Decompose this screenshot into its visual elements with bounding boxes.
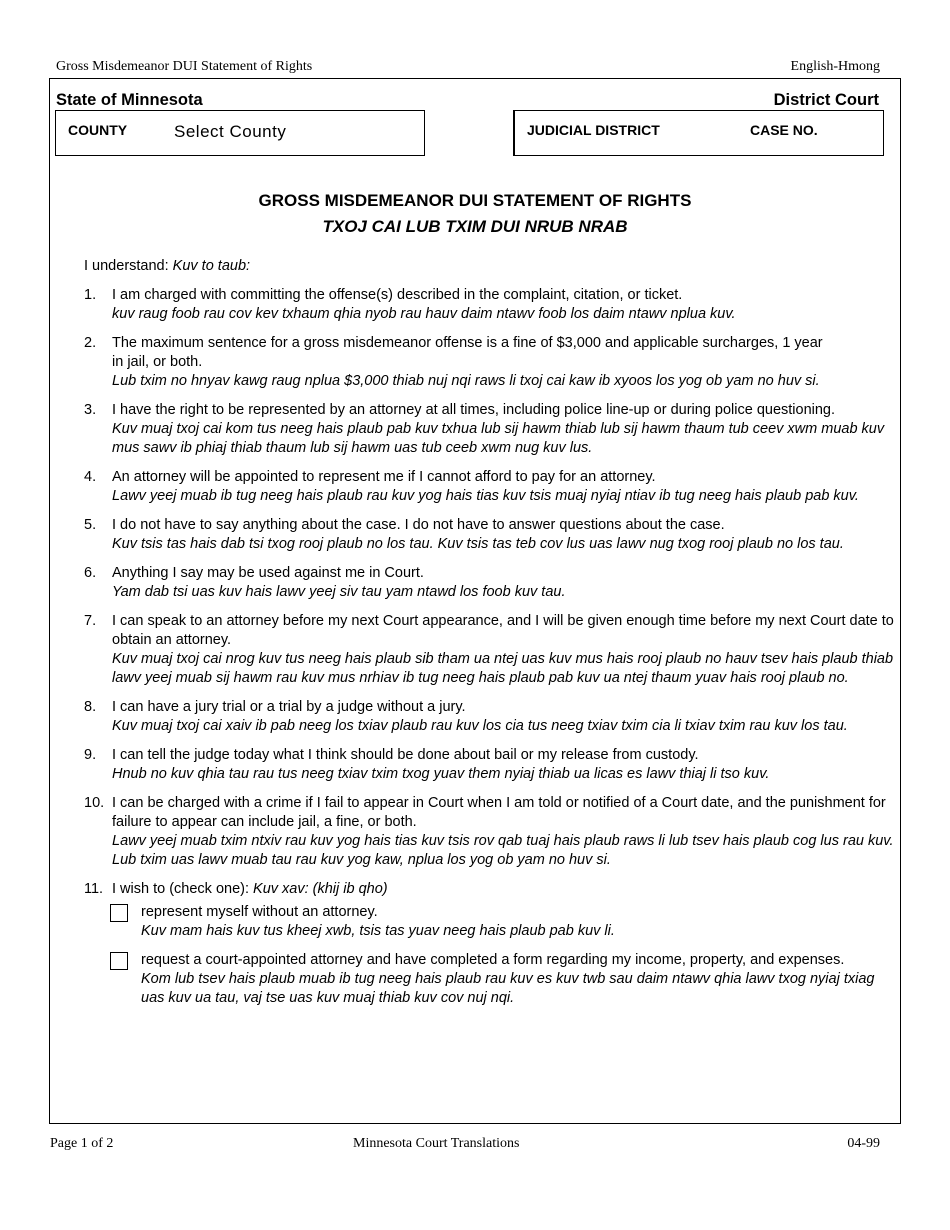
item-english: I can be charged with a crime if I fail to appear in Court when I am told or notified of a Court date, and the punishment for failure to appear can include jail, a fine, or both.	[112, 795, 886, 830]
item-english: I do not have to say anything about the case. I do not have to answer questions about the case.	[112, 517, 725, 533]
item-english: I wish to (check one):	[112, 881, 254, 897]
county-label: COUNTY	[68, 122, 128, 138]
item-number: 2.	[84, 335, 97, 351]
item-hmong: Yam dab tsi uas kuv hais lawv yeej siv tau yam ntawd los foob kuv tau.	[112, 584, 566, 600]
page-title: GROSS MISDEMEANOR DUI STATEMENT OF RIGHTS	[258, 191, 692, 210]
item-number: 3.	[84, 402, 97, 418]
rights-item	[84, 794, 894, 870]
option-english: request a court-appointed attorney and have completed a form regarding my income, property, and expenses.	[141, 952, 845, 968]
rights-item	[84, 334, 894, 391]
rights-item	[84, 746, 894, 784]
item-number: 10.	[84, 795, 105, 811]
judicial-district-label: JUDICIAL DISTRICT	[527, 122, 660, 138]
item-hmong: Kuv muaj txoj cai xaiv ib pab neeg los txiav plaub rau kuv los cia tus neeg txiav txim cia li txiav txim rau kuv los tau.	[112, 718, 848, 734]
footer-form-code: 04-99	[847, 1136, 880, 1151]
intro-hmong: Kuv to taub:	[172, 258, 251, 274]
header-form-title: Gross Misdemeanor DUI Statement of Rights	[56, 59, 313, 74]
intro-english: I understand:	[84, 258, 173, 274]
rights-item	[84, 564, 894, 602]
item-english: I have the right to be represented by an attorney at all times, including police line-up or during police questioning.	[112, 402, 836, 418]
rights-content	[84, 257, 894, 1018]
item-hmong: Hnub no kuv qhia tau rau tus neeg txiav txim txog yuav them nyiaj thiab ua licas es lawv thiaj li tso kuv.	[112, 766, 770, 782]
court-label: District Court	[773, 91, 879, 109]
page-title-hmong: TXOJ CAI LUB TXIM DUI NRUB NRAB	[322, 217, 628, 236]
item-hmong: Lub txim no hnyav kawg raug nplua $3,000 thiab nuj nqi raws li txoj cai kaw ib xyoos los yog ob yam no huv si.	[112, 373, 820, 389]
footer-source: Minnesota Court Translations	[353, 1136, 520, 1151]
item-hmong: kuv raug foob rau cov kev txhaum qhia nyob rau hauv daim ntawv foob los daim ntawv nplua kuv.	[112, 306, 736, 322]
item-hmong: Kuv tsis tas hais dab tsi txog rooj plaub no los tau. Kuv tsis tas teb cov lus uas lawv nug txog rooj plaub no los tau.	[112, 536, 844, 552]
intro-line	[84, 257, 894, 276]
item-hmong: Lawv yeej muab txim ntxiv rau kuv yog hais tias kuv tsis rov qab tuaj hais plaub raws li lub tsev hais plaub cog lus rau kuv. Lub txim uas lawv muab tau rau kuv yog kaw, nplua los yog ob yam no huv si.	[112, 833, 894, 868]
option-english: represent myself without an attorney.	[141, 904, 378, 920]
item-number: 1.	[84, 287, 97, 303]
case-number-label: CASE NO.	[750, 122, 818, 138]
rights-item	[84, 612, 894, 688]
item-english: An attorney will be appointed to represent me if I cannot afford to pay for an attorney.	[112, 469, 656, 485]
item-hmong: Kuv muaj txoj cai kom tus neeg hais plaub pab kuv txhua lub sij hawm thiab lub sij hawm thaum tub ceev xwm muab kuv mus sawv ib phiaj thiab thaum lub sij hawm uas tub ceeb xwm nug kuv lus.	[112, 421, 885, 456]
item-hmong: Lawv yeej muab ib tug neeg hais plaub rau kuv yog hais tias kuv tsis muaj nyiaj ntiav ib tug neeg hais plaub pab kuv.	[112, 488, 859, 504]
option-self-representation	[110, 903, 894, 941]
item-number: 6.	[84, 565, 97, 581]
item-english: I can tell the judge today what I think should be done about bail or my release from custody.	[112, 747, 699, 763]
rights-item-choice	[84, 880, 894, 899]
rights-item	[84, 286, 894, 324]
item-english: I am charged with committing the offense(s) described in the complaint, citation, or ticket.	[112, 287, 683, 303]
item-number: 5.	[84, 517, 97, 533]
rights-item	[84, 698, 894, 736]
option-hmong: Kom lub tsev hais plaub muab ib tug neeg hais plaub rau kuv es kuv twb sau daim ntawv qhia lawv txog nyiaj txiag uas kuv ua tau, vaj tse uas kuv muaj thiab kuv cov nuj nqi.	[141, 971, 875, 1006]
item-hmong: Kuv xav: (khij ib qho)	[253, 881, 388, 897]
rights-item	[84, 401, 894, 458]
rights-item	[84, 516, 894, 554]
option-appointed-attorney	[110, 951, 894, 1008]
appointed-attorney-checkbox[interactable]	[110, 952, 128, 970]
rights-item	[84, 468, 894, 506]
item-english: I can have a jury trial or a trial by a judge without a jury.	[112, 699, 466, 715]
self-representation-checkbox[interactable]	[110, 904, 128, 922]
item-number: 11.	[84, 881, 104, 897]
item-english: Anything I say may be used against me in Court.	[112, 565, 424, 581]
item-hmong: Kuv muaj txoj cai nrog kuv tus neeg hais plaub sib tham ua ntej uas kuv mus hais rooj plaub no hauv tsev hais plaub thiab lawv yeej muab sij hawm rau kuv mus nrhiav ib tug neeg hais plaub pab kuv ua ntej thaum yuav hais rooj plaub no.	[112, 651, 894, 686]
item-number: 8.	[84, 699, 97, 715]
option-hmong: Kuv mam hais kuv tus kheej xwb, tsis tas yuav neeg hais plaub pab kuv li.	[141, 923, 615, 939]
item-english: The maximum sentence for a gross misdemeanor offense is a fine of $3,000 and applicable surcharges, 1 year in jail, or both.	[112, 335, 823, 370]
item-number: 4.	[84, 469, 97, 485]
judicial-district-box	[513, 110, 884, 156]
item-english: I can speak to an attorney before my next Court appearance, and I will be given enough time before my next Court date to obtain an attorney.	[112, 613, 894, 648]
county-box	[55, 110, 425, 156]
item-number: 7.	[84, 613, 97, 629]
footer-page-number: Page 1 of 2	[50, 1136, 114, 1151]
state-label: State of Minnesota	[56, 91, 203, 109]
county-select[interactable]: Select County	[174, 122, 287, 141]
item-number: 9.	[84, 747, 97, 763]
header-language: English-Hmong	[790, 59, 880, 74]
